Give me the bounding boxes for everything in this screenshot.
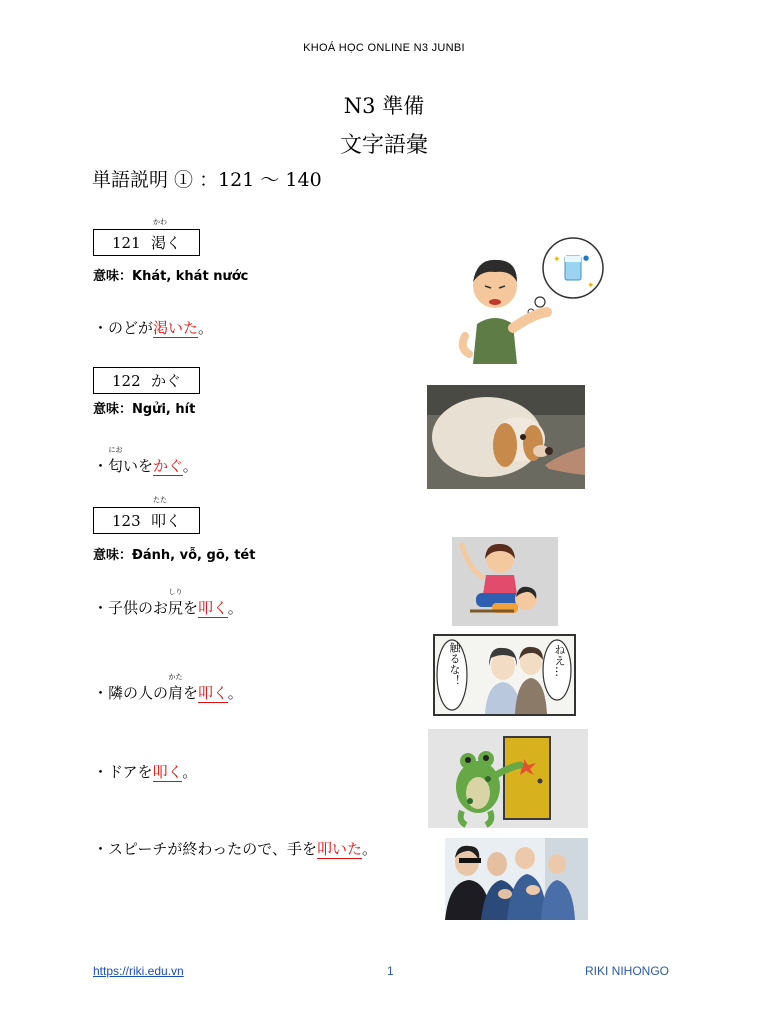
comic-bubble-right-text: ねえ… [553, 644, 566, 677]
example-suffix: 。 [182, 457, 198, 475]
entry-123-box [93, 496, 200, 534]
svg-text:✦: ✦ [553, 255, 561, 265]
entry-reading: たた [153, 496, 167, 504]
example-ruby-base: 匂 [108, 457, 124, 475]
comic-panel-illustration [433, 634, 576, 716]
example-highlight: 叩く [152, 763, 183, 781]
footer-page-number: 1 [387, 964, 394, 978]
example-prefix: ・ドアを [93, 763, 153, 781]
example-prefix: ・隣の人の [93, 684, 169, 702]
example-ruby: しり [168, 588, 183, 596]
example-prefix: ・子供のお [93, 599, 169, 617]
entry-number: 122 [112, 372, 141, 390]
example-suffix: 。 [227, 684, 243, 702]
entry-word-text: かぐ [151, 372, 182, 390]
example-mid: を [183, 684, 199, 702]
title-n3-junbi: N3 準備 [343, 94, 425, 118]
example-highlight: 叩いた [316, 840, 362, 858]
example-highlight: かぐ [153, 457, 183, 475]
entry-word [151, 496, 182, 535]
example-ruby-word [168, 673, 184, 703]
entry-123-example-3 [93, 761, 197, 782]
example-ruby-word [168, 588, 184, 618]
example-mid: を [183, 599, 199, 617]
example-ruby: にお [108, 446, 123, 454]
example-highlight: 叩く [198, 599, 228, 617]
example-prefix: ・スピーチが終わったので、手を [93, 840, 317, 858]
entry-122-example [93, 446, 198, 476]
entry-121-box [93, 218, 200, 256]
entry-123-meaning: 意味：Đánh, vỗ, gõ, tét [93, 548, 256, 563]
svg-text:✦: ✦ [587, 281, 595, 291]
entry-word-text: 叩く [151, 512, 182, 530]
entry-reading: かわ [153, 218, 167, 226]
spanking-illustration [452, 537, 558, 626]
comic-bubble-left-text: 触るな！ [448, 642, 461, 686]
section-title: 単語説明 ① ：121 〜 140 [92, 169, 322, 191]
example-mid: いを [123, 457, 154, 475]
example-suffix: 。 [227, 599, 243, 617]
example-suffix: 。 [361, 840, 377, 858]
entry-number: 121 [112, 234, 141, 252]
title-moji-goi: 文字語彙 [339, 133, 428, 158]
entry-number: 123 [112, 512, 141, 530]
example-prefix: ・ [93, 457, 109, 475]
example-prefix: ・のどが [93, 319, 154, 337]
example-ruby-word [108, 446, 124, 476]
entry-123-example-2 [93, 673, 243, 703]
dog-sniffing-photo [427, 385, 585, 489]
entry-word [151, 218, 182, 257]
example-highlight: 渇いた [153, 319, 199, 337]
example-suffix: 。 [182, 763, 198, 781]
entry-123-example-1 [93, 588, 243, 618]
entry-123-example-4 [93, 838, 377, 859]
course-header: KHOÁ HỌC ONLINE N3 JUNBI [303, 42, 465, 54]
entry-122-box [93, 367, 200, 394]
frog-knocking-illustration [428, 729, 588, 828]
example-ruby-base: 肩 [168, 684, 184, 702]
footer-brand: RIKI NIHONGO [585, 964, 670, 978]
entry-122-meaning: 意味：Ngửi, hít [93, 402, 196, 417]
entry-121-meaning: 意味：Khát, khát nước [93, 269, 249, 284]
footer-url-link[interactable]: https://riki.edu.vn [93, 964, 184, 978]
example-highlight: 叩く [198, 684, 228, 702]
svg-text:●: ● [583, 254, 590, 262]
example-ruby: かた [168, 673, 183, 681]
entry-word-text: 渇く [151, 234, 182, 252]
clapping-audience-photo [445, 838, 588, 920]
thirsty-man-illustration [455, 236, 610, 364]
example-suffix: 。 [198, 319, 214, 337]
example-ruby-base: 尻 [168, 599, 184, 617]
entry-121-example [93, 317, 213, 338]
